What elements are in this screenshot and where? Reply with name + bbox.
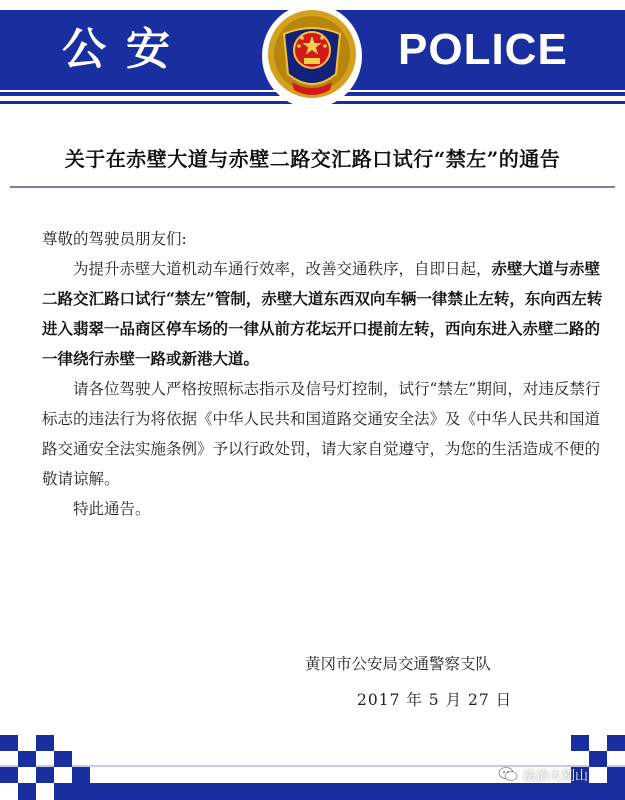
paragraph-2: 请各位驾驶人严格按照标志指示及信号灯控制，试行“禁左”期间，对违反禁行标志的违法行为将依据《中华人民共和国道路交通安全法》及《中华人民共和国道路交通安全法实施条例》予以行政处罚，请大家自觉遵守，为您的生活造成不便的敬请谅解。 — [42, 380, 601, 488]
signature-date: 2017 年 5 月 27 日 — [357, 691, 513, 709]
notice-body — [42, 224, 610, 524]
watermark-text: 法治大别山 — [523, 768, 589, 784]
police-emblem-icon — [262, 4, 362, 108]
header-banner — [0, 0, 625, 112]
closing: 特此通告。 — [73, 500, 151, 518]
greeting: 尊敬的驾驶员朋友们: — [42, 230, 187, 248]
header-right-label: POLICE — [398, 25, 568, 74]
wechat-icon — [498, 766, 518, 782]
watermark — [498, 762, 588, 786]
signature-org: 黄冈市公安局交通警察支队 — [305, 655, 492, 673]
title-divider — [10, 186, 615, 188]
header-left-label: 公安 — [62, 24, 190, 75]
paragraph-1 — [42, 254, 610, 374]
paragraph-1-intro: 为提升赤壁大道机动车通行效率，改善交通秩序，自即日起， — [73, 260, 492, 278]
paragraph-1-bold: 赤壁大道与赤壁二路交汇路口试行“禁左”管制，赤壁大道东西双向车辆一律禁止左转，东向西左转进入翡翠一品商区停车场的一律从前方花坛开口提前左转，西向东进入赤壁二路的一律绕行赤壁一路或新港大道。 — [42, 259, 603, 368]
notice-title: 关于在赤壁大道与赤壁二路交汇路口试行“禁左”的通告 — [64, 147, 561, 171]
